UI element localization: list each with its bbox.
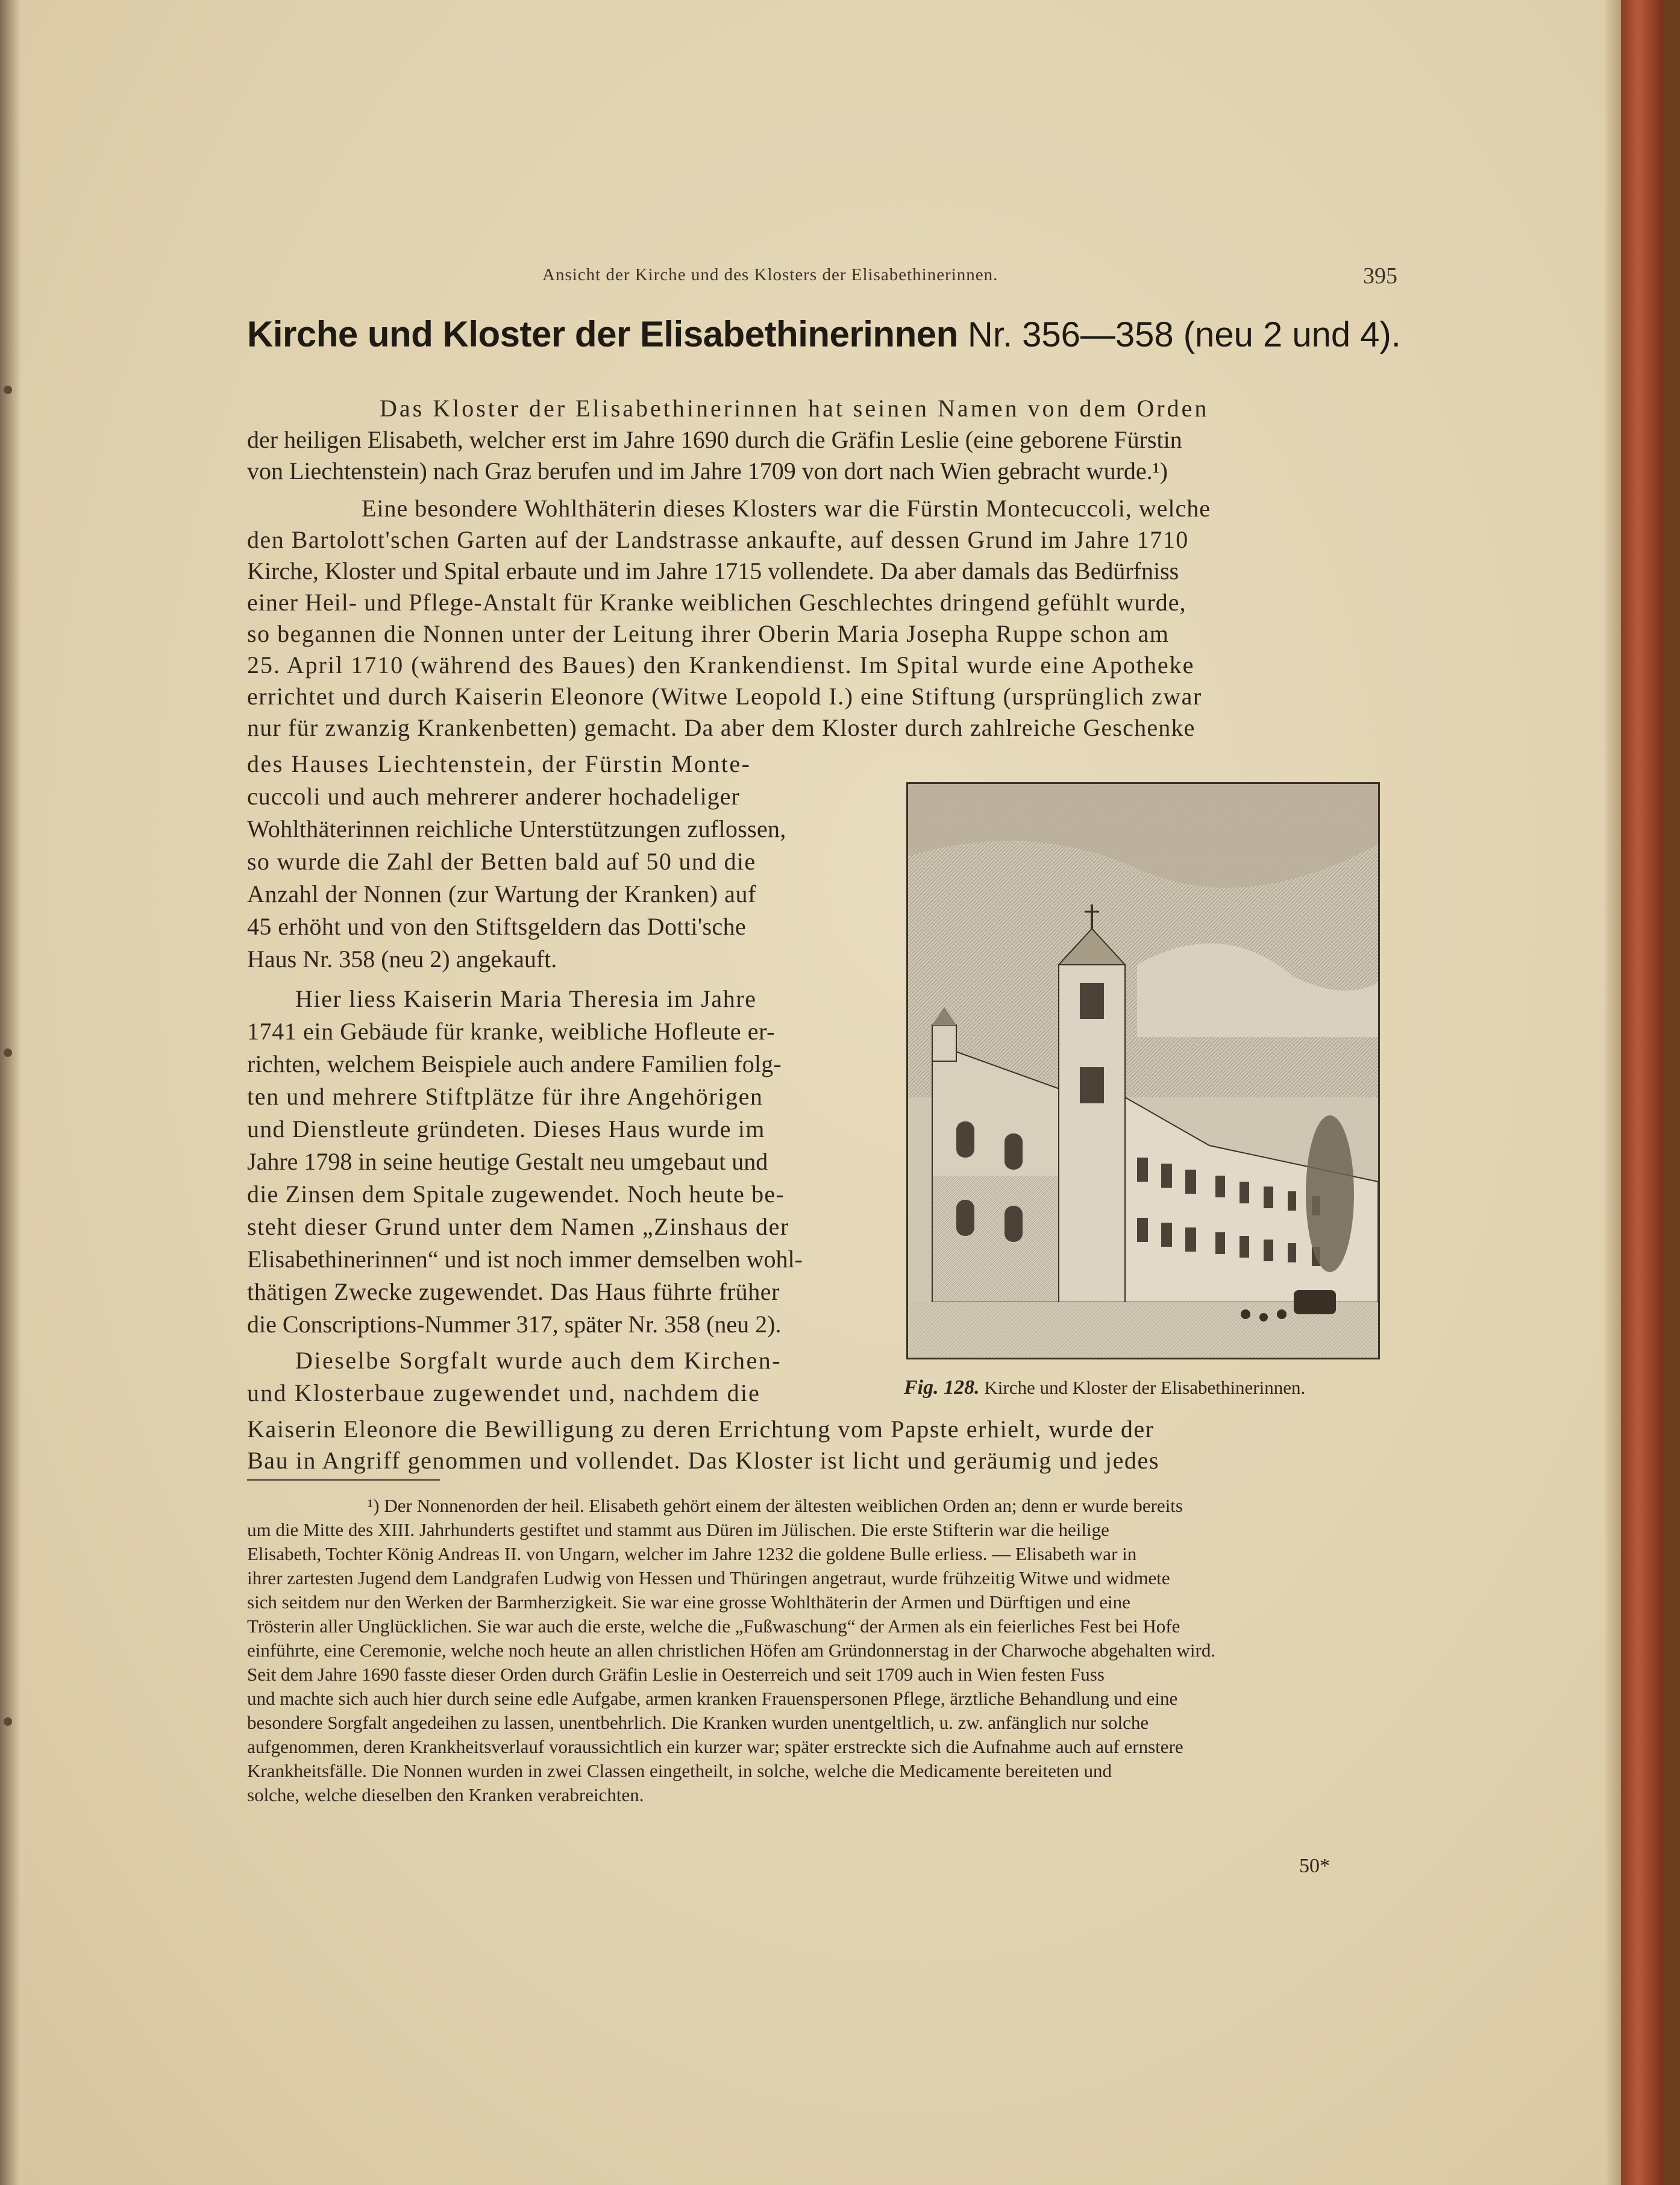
body-line: steht dieser Grund unter dem Namen „Zinshaus der [247,1213,789,1240]
body-line: 25. April 1710 (während des Baues) den Krankendienst. Im Spital wurde eine Apotheke [247,651,1195,679]
title-numbers: Nr. 356—358 (neu 2 und 4). [967,315,1401,354]
figure-label: Fig. 128. [904,1376,980,1399]
body-line: thätigen Zwecke zugewendet. Das Haus führte früher [247,1278,780,1305]
page-edge-shadow [1605,0,1621,2185]
running-head: Ansicht der Kirche und des Klosters der Elisabethinerinnen. [542,265,998,284]
body-line: so begannen die Nonnen unter der Leitung ihrer Oberin Maria Josepha Ruppe schon am [247,620,1170,647]
body-line: von Liechtenstein) nach Graz berufen und im Jahre 1709 von dort nach Wien gebracht wurde.¹) [247,457,1168,484]
body-line: Anzahl der Nonnen (zur Wartung der Kranken) auf [247,880,757,908]
footnote-line: solche, welche dieselben den Kranken verabreichten. [247,1784,644,1805]
body-line: ten und mehrere Stiftplätze für ihre Angehörigen [247,1083,763,1110]
body-line: den Bartolott'schen Garten auf der Landstrasse ankaufte, auf dessen Grund im Jahre 1710 [247,526,1189,553]
figure-caption-text: Kirche und Kloster der Elisabethinerinnen. [984,1377,1306,1398]
body-line: die Conscriptions-Nummer 317, später Nr. 358 (neu 2). [247,1311,782,1338]
body-line: Kirche, Kloster und Spital erbaute und im Jahre 1715 vollendete. Da aber damals das Bedürfniss [247,557,1179,585]
footnote-line: besondere Sorgfalt angedeihen zu lassen, unentbehrlich. Die Kranken wurden unentgeltlich, u. zw. anfänglich nur solche [247,1712,1149,1733]
footnote-line: aufgenommen, deren Krankheitsverlauf voraussichtlich ein kurzer war; später erstreckte sich die Aufnahme auch auf ernstere [247,1736,1183,1757]
footnote-line: Trösterin aller Unglücklichen. Sie war auch die erste, welche die „Fußwaschung“ der Armen als ein feierliches Fest bei Hofe [247,1616,1180,1637]
body-line: Das Kloster der Elisabethinerinnen hat seinen Namen von dem Orden [380,395,1209,422]
binding-mark [4,1717,12,1726]
footnote-line: ihrer zartesten Jugend dem Landgrafen Ludwig von Hessen und Thüringen angetraut, wurde frühzeitig Witwe und widmete [247,1567,1170,1588]
book-cover-edge [1621,0,1663,2185]
page-title [247,313,1416,355]
body-line: Dieselbe Sorgfalt wurde auch dem Kirchen- [295,1347,782,1374]
footnote-line: um die Mitte des XIII. Jahrhunderts gestiftet und stammt aus Düren im Jülischen. Die erste Stifterin war die heilige [247,1519,1109,1540]
footnote-line: Krankheitsfälle. Die Nonnen wurden in zwei Classen eingetheilt, in solche, welche die Medicamente bereiteten und [247,1760,1112,1781]
body-line: Elisabethinerinnen“ und ist noch immer demselben wohl- [247,1246,803,1273]
body-line: Bau in Angriff genommen und vollendet. Das Kloster ist licht und geräumig und jedes [247,1447,1160,1474]
page-number: 395 [1363,263,1397,289]
footnote-rule [247,1479,440,1481]
footnote-line: sich seitdem nur den Werken der Barmherzigkeit. Sie war eine grosse Wohlthäterin der Armen und Dürftigen und eine [247,1591,1130,1613]
body-line: cuccoli und auch mehrerer anderer hochadeliger [247,783,740,810]
binding-mark [4,386,12,394]
footnote-line: Seit dem Jahre 1690 fasste dieser Orden durch Gräfin Leslie in Oesterreich und seit 1709 auch in Wien festen Fuss [247,1664,1105,1685]
body-line: 1741 ein Gebäude für kranke, weibliche Hofleute er- [247,1018,776,1045]
body-line: einer Heil- und Pflege-Anstalt für Kranke weiblichen Geschlechtes dringend gefühlt wurde, [247,589,1186,616]
body-line: und Klosterbaue zugewendet und, nachdem die [247,1379,761,1406]
footnote-line: und machte sich auch hier durch seine edle Aufgabe, armen kranken Frauenspersonen Pflege, ärztliche Behandlung und eine [247,1688,1178,1709]
body-line: die Zinsen dem Spitale zugewendet. Noch heute be- [247,1180,785,1208]
body-line: Hier liess Kaiserin Maria Theresia im Jahre [295,985,757,1012]
body-line: Haus Nr. 358 (neu 2) angekauft. [247,945,557,973]
body-line: der heiligen Elisabeth, welcher erst im Jahre 1690 durch die Gräfin Leslie (eine geborene Fürstin [247,426,1182,453]
body-line: des Hauses Liechtenstein, der Fürstin Monte- [247,750,751,777]
body-line: nur für zwanzig Krankenbetten) gemacht. Da aber dem Kloster durch zahlreiche Geschenke [247,714,1196,741]
body-line: errichtet und durch Kaiserin Eleonore (Witwe Leopold I.) eine Stiftung (ursprünglich zwar [247,683,1202,710]
church-engraving-figure [906,782,1380,1359]
body-line: Kaiserin Eleonore die Bewilligung zu deren Errichtung vom Papste erhielt, wurde der [247,1415,1155,1443]
body-line: so wurde die Zahl der Betten bald auf 50 und die [247,848,756,875]
church-engraving-illustration [908,784,1378,1358]
page-gutter-edge [0,0,20,2185]
body-line: und Dienstleute gründeten. Dieses Haus wurde im [247,1115,765,1143]
body-line: 45 erhöht und von den Stiftsgeldern das Dotti'sche [247,913,747,940]
body-line: Jahre 1798 in seine heutige Gestalt neu umgebaut und [247,1148,768,1175]
footnote-line: einführte, eine Ceremonie, welche noch heute an allen christlichen Höfen am Gründonnerstag in der Charwoche abgehalten wird. [247,1640,1216,1661]
binding-mark [4,1049,12,1057]
body-line: Eine besondere Wohlthäterin dieses Klosters war die Fürstin Montecuccoli, welche [362,495,1211,522]
body-line: richten, welchem Beispiele auch andere Familien folg- [247,1050,782,1077]
title-main: Kirche und Kloster der Elisabethinerinnen [247,314,958,354]
signature-mark: 50* [1299,1855,1330,1877]
footnote-line: Elisabeth, Tochter König Andreas II. von Ungarn, welcher im Jahre 1232 die goldene Bulle erliess. — Elisabeth war in [247,1543,1137,1564]
figure-caption [904,1376,1398,1399]
footnote-line: ¹) Der Nonnenorden der heil. Elisabeth gehört einem der ältesten weiblichen Orden an; denn er wurde bereits [368,1495,1183,1516]
body-line: Wohlthäterinnen reichliche Unterstützungen zuflossen, [247,815,786,842]
